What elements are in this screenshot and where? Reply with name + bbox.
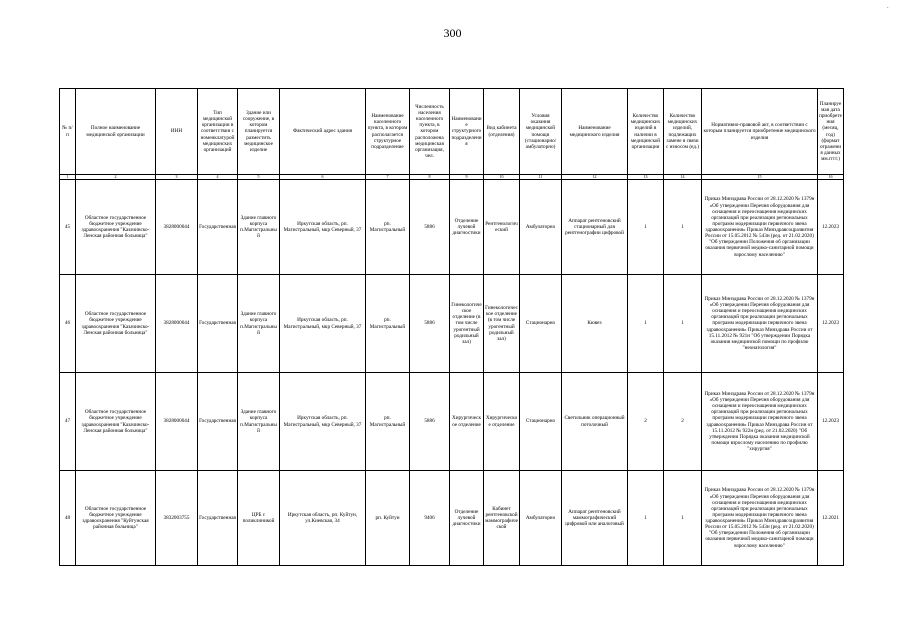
cell-num: 48 bbox=[60, 471, 76, 566]
header-cell-settlement: Наименование населенного пункта, в котором располагается структурное подразделение bbox=[366, 89, 410, 175]
page-number: 300 bbox=[443, 26, 462, 40]
cell-unit: Отделение лучевой диагностики bbox=[450, 180, 484, 275]
cell-date: 12.2023 bbox=[818, 373, 844, 471]
cell-conditions: Стационарно bbox=[520, 373, 562, 471]
cell-qty-have: 1 bbox=[628, 275, 664, 373]
cell-act: Приказ Минздрава России от 28.12.2020 № 1379н «Об утверждении Перечня оборудования для оснащения и переоснащения медицинских организаций при реализации региональных программ модернизации первичного звена здравоохранения» Приказ Минздравсоцразвития России от 15.05.2012 № 543н (ред. от 21.02.2020) "Об утверждении Положения об организации оказания первичной медико-санитарной помощи взрослому населению" bbox=[702, 180, 818, 275]
cell-org: Областное государственное бюджетное учреждение здравоохранения "Казачинско-Ленская районная больница" bbox=[76, 373, 156, 471]
column-number: 10 bbox=[484, 175, 520, 180]
table-row-47 bbox=[60, 373, 844, 471]
cell-cabinet: Хирургическое отделение bbox=[484, 373, 520, 471]
cell-type: Государственная bbox=[198, 180, 238, 275]
cell-building: Здание главного корпуса п.Магистральный bbox=[238, 180, 280, 275]
header-cell-inn: ИНН bbox=[156, 89, 198, 175]
cell-act: Приказ Минздрава России от 28.12.2020 № 1379н «Об утверждении Перечня оборудования для оснащения и переоснащения медицинских организаций при реализации региональных программ модернизации первичного звена здравоохранения» Приказ Минздравсоцразвития России от 15.05.2012 № 543н (ред. от 21.02.2020) "Об утверждении Положения об организации оказания первичной медико-санитарной помощи взрослому населению" bbox=[702, 471, 818, 566]
cell-address: Иркутская область, рп. Магистральный, мкр Северный, 37 bbox=[280, 180, 366, 275]
cell-population: 5886 bbox=[410, 373, 450, 471]
cell-act: Приказ Минздрава России от 28.12.2020 № 1379н «Об утверждении Перечня оборудования для оснащения и переоснащения медицинских организаций при реализации региональных программ модернизации первичного звена здравоохранения» Приказ Минздрава России от 15.11.2012 № 922н (ред. от 21.02.2020) "Об утверждении Порядка оказания медицинской помощи взрослому населению по профилю "хирургия" bbox=[702, 373, 818, 471]
table-row-48 bbox=[60, 471, 844, 566]
table-row-45 bbox=[60, 180, 844, 275]
cell-num: 45 bbox=[60, 180, 76, 275]
corner-mark: · bbox=[886, 4, 889, 12]
cell-inn: 3828000044 bbox=[156, 373, 198, 471]
cell-settlement: рп. Магистральный bbox=[366, 180, 410, 275]
column-number: 9 bbox=[450, 175, 484, 180]
cell-qty-replace: 2 bbox=[664, 373, 702, 471]
cell-address: Иркутская область, рп. Магистральный, мкр Северный, 37 bbox=[280, 275, 366, 373]
header-cell-qty-have: Количество медицинских изделий в наличии в медицинской организации bbox=[628, 89, 664, 175]
cell-unit: Хирургическое отделение bbox=[450, 373, 484, 471]
cell-qty-replace: 1 bbox=[664, 471, 702, 566]
cell-building: Здание главного корпуса п.Магистральный bbox=[238, 373, 280, 471]
cell-date: 12.2023 bbox=[818, 275, 844, 373]
cell-unit: Гинекологическое отделение (в том числе урогентный родильный зал) bbox=[450, 275, 484, 373]
cell-type: Государственная bbox=[198, 471, 238, 566]
cell-cabinet: Гинекологическое отделение (в том числе урогентный родильный зал) bbox=[484, 275, 520, 373]
column-number: 3 bbox=[156, 175, 198, 180]
column-number: 14 bbox=[664, 175, 702, 180]
cell-inn: 3828000044 bbox=[156, 180, 198, 275]
cell-device: Кювез bbox=[562, 275, 628, 373]
cell-qty-have: 1 bbox=[628, 180, 664, 275]
cell-building: Здание главного корпуса п.Магистральный bbox=[238, 275, 280, 373]
header-cell-building: Здание или сооружение, в котором планируется разместить медицинское изделие bbox=[238, 89, 280, 175]
header-cell-act: Нормативно-правовой акт, в соответствии с которым планируется приобретение медицинского изделия bbox=[702, 89, 818, 175]
column-number: 7 bbox=[366, 175, 410, 180]
cell-act: Приказ Минздрава России от 28.12.2020 № 1379н «Об утверждении Перечня оборудования для оснащения и переоснащения медицинских организаций при реализации региональных программ модернизации первичного звена здравоохранения» Приказ Минздрава России от 15.11.2012 № 921н "Об утверждении Порядка оказания медицинской помощи по профилю "неонатология" bbox=[702, 275, 818, 373]
cell-address: Иркутская область, рп. Куйтун, ул.Киевская, 34 bbox=[280, 471, 366, 566]
header-cell-org: Полное наименование медицинской организации bbox=[76, 89, 156, 175]
cell-building: ЦРБ с поликлиникой bbox=[238, 471, 280, 566]
cell-type: Государственная bbox=[198, 373, 238, 471]
column-number: 5 bbox=[238, 175, 280, 180]
column-number: 4 bbox=[198, 175, 238, 180]
column-number: 13 bbox=[628, 175, 664, 180]
cell-unit: Отделение лучевой диагностики bbox=[450, 471, 484, 566]
table-header-row bbox=[60, 89, 844, 175]
cell-conditions: Стационарно bbox=[520, 275, 562, 373]
column-number: 8 bbox=[410, 175, 450, 180]
table-row-46 bbox=[60, 275, 844, 373]
cell-inn: 3832003755 bbox=[156, 471, 198, 566]
equipment-register-table bbox=[59, 88, 844, 566]
header-cell-address: Фактический адрес здания bbox=[280, 89, 366, 175]
header-cell-population: Численность населения населенного пункта, в котором расположена медицинская организация, чел. bbox=[410, 89, 450, 175]
cell-date: 12.2021 bbox=[818, 471, 844, 566]
header-cell-cabinet: Вид кабинета (отделения) bbox=[484, 89, 520, 175]
cell-org: Областное государственное бюджетное учреждение здравоохранения "Казачинско-Ленская районная больница" bbox=[76, 275, 156, 373]
header-cell-num: № п/п bbox=[60, 89, 76, 175]
header-cell-date: Планируемая дата приобретения (месяц, год) (формат отражения данных мм.гггг.) bbox=[818, 89, 844, 175]
cell-num: 47 bbox=[60, 373, 76, 471]
header-cell-qty-replace: Количество медицинских изделий, подлежащих замене в связи с износом (ед.) bbox=[664, 89, 702, 175]
cell-org: Областное государственное бюджетное учреждение здравоохранения "Куйтунская районная больница" bbox=[76, 471, 156, 566]
header-cell-unit: Наименование структурного подразделения bbox=[450, 89, 484, 175]
cell-qty-have: 2 bbox=[628, 373, 664, 471]
cell-settlement: рп. Магистральный bbox=[366, 275, 410, 373]
column-number: 1 bbox=[60, 175, 76, 180]
column-number: 6 bbox=[280, 175, 366, 180]
cell-date: 12.2023 bbox=[818, 180, 844, 275]
column-number: 2 bbox=[76, 175, 156, 180]
cell-qty-replace: 1 bbox=[664, 180, 702, 275]
cell-cabinet: Рентгенологический bbox=[484, 180, 520, 275]
cell-device: Аппарат рентгеновский стационарный для рентгенографии цифровой bbox=[562, 180, 628, 275]
cell-org: Областное государственное бюджетное учреждение здравоохранения "Казачинско-Ленская районная больница" bbox=[76, 180, 156, 275]
column-number: 15 bbox=[702, 175, 818, 180]
cell-settlement: рп. Магистральный bbox=[366, 373, 410, 471]
cell-num: 46 bbox=[60, 275, 76, 373]
column-number: 12 bbox=[562, 175, 628, 180]
cell-conditions: Амбулаторно bbox=[520, 471, 562, 566]
cell-settlement: рп. Куйтун bbox=[366, 471, 410, 566]
column-number: 16 bbox=[818, 175, 844, 180]
header-cell-conditions: Условия оказания медицинской помощи (стационарно/амбулаторно) bbox=[520, 89, 562, 175]
cell-population: 5886 bbox=[410, 180, 450, 275]
cell-conditions: Амбулаторно bbox=[520, 180, 562, 275]
cell-type: Государственная bbox=[198, 275, 238, 373]
header-cell-device: Наименование медицинского изделия bbox=[562, 89, 628, 175]
cell-qty-have: 1 bbox=[628, 471, 664, 566]
cell-device: Аппарат рентгеновский маммографический цифровой или аналоговый bbox=[562, 471, 628, 566]
cell-inn: 3828000044 bbox=[156, 275, 198, 373]
cell-population: 5886 bbox=[410, 275, 450, 373]
cell-cabinet: Кабинет рентгеновской маммографической bbox=[484, 471, 520, 566]
cell-device: Светильник операционный потолочный bbox=[562, 373, 628, 471]
cell-address: Иркутская область, рп. Магистральный, мкр Северный, 37 bbox=[280, 373, 366, 471]
cell-qty-replace: 1 bbox=[664, 275, 702, 373]
cell-population: 9406 bbox=[410, 471, 450, 566]
column-number: 11 bbox=[520, 175, 562, 180]
header-cell-type: Тип медицинской организации в соответствии с номенклатурой медицинских организаций bbox=[198, 89, 238, 175]
